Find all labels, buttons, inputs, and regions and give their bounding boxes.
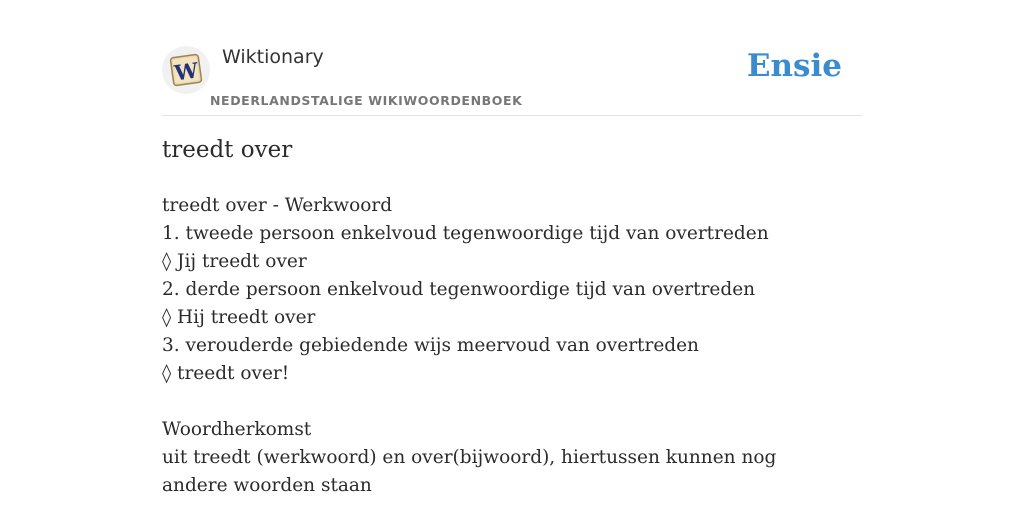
site-subtitle: NEDERLANDSTALIGE WIKIWOORDENBOEK — [210, 93, 523, 108]
site-logo[interactable] — [162, 46, 210, 94]
site-header — [162, 0, 862, 116]
wiktionary-w-tile-icon — [168, 52, 204, 88]
brand-logo-link[interactable]: Ensie — [746, 48, 842, 84]
etymology-text: uit treedt (werkwoord) en over(bijwoord), hiertussen kunnen nog andere woorden staan — [162, 447, 777, 496]
definition-3: 3. verouderde gebiedende wijs meervoud van overtreden — [162, 335, 699, 356]
svg-text:W: W — [172, 57, 200, 86]
page-container — [162, 0, 862, 512]
etymology-heading: Woordherkomst — [162, 419, 312, 440]
entry-heading: treedt over - Werkwoord — [162, 195, 393, 216]
example-1: ◊ Jij treedt over — [162, 251, 307, 272]
page-title: treedt over — [162, 137, 293, 163]
entry-content — [162, 192, 862, 500]
site-name[interactable]: Wiktionary — [222, 46, 324, 68]
section-spacer — [162, 388, 862, 416]
example-2: ◊ Hij treedt over — [162, 307, 316, 328]
definition-1: 1. tweede persoon enkelvoud tegenwoordige tijd van overtreden — [162, 223, 769, 244]
definition-2: 2. derde persoon enkelvoud tegenwoordige tijd van overtreden — [162, 279, 756, 300]
example-3: ◊ treedt over! — [162, 363, 290, 384]
